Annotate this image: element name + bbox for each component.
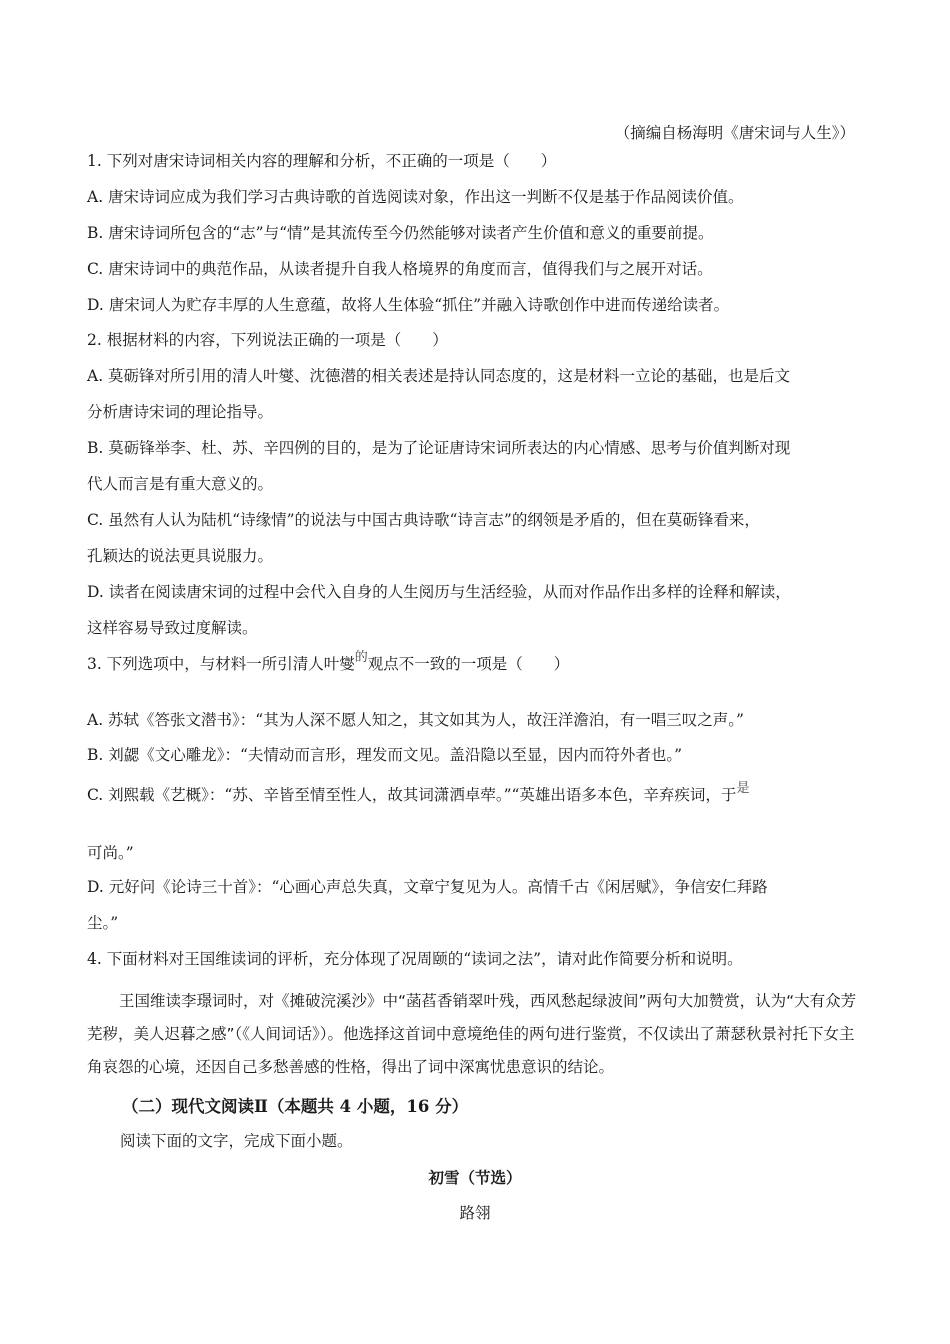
question-3-option-a: A. 苏轼《答张文潜书》：“其为人深不愿人知之，其文如其为人，故汪洋澹泊，有一唱三叹之声。” bbox=[87, 711, 744, 729]
question-2-stem: 2. 根据材料的内容，下列说法正确的一项是（ ） bbox=[87, 331, 448, 349]
question-4-material: 王国维读李璟词时，对《摊破浣溪沙》中“菡萏香销翠叶残，西风愁起绿波间”两句大加赞赏，认为“大有众芳芜秽，美人迟暮之感”（《人间词话》）。他选择这首词中意境绝佳的两句进行鉴赏，不仅读出了萧瑟秋景衬托下女主角哀怨的心境，还因自己多愁善感的性格，得出了词中深寓忧患意识的结论。 bbox=[87, 992, 857, 1076]
question-2-option-b-cont: 代人而言是有重大意义的。 bbox=[87, 475, 274, 493]
question-1-option-c: C. 唐宋诗词中的典范作品，从读者提升自我人格境界的角度而言，值得我们与之展开对话。 bbox=[87, 260, 713, 278]
question-3-option-c-text: C. 刘熙载《艺概》：“苏、辛皆至情至性人，故其词潇洒卓荦。”“英雄出语多本色，辛弃疾词，于 bbox=[87, 786, 737, 804]
question-3-option-d: D. 元好问《论诗三十首》：“心画心声总失真，文章宁复见为人。高情千古《闲居赋》，争信安仁拜路 bbox=[87, 878, 768, 896]
question-3-option-c-sup: 是 bbox=[736, 781, 750, 796]
question-2-option-d-cont: 这样容易导致过度解读。 bbox=[87, 619, 258, 637]
question-2-option-c-cont: 孔颖达的说法更具说服力。 bbox=[87, 547, 274, 565]
section-heading: （二）现代文阅读Ⅱ（本题共 4 小题，16 分） bbox=[122, 1097, 469, 1116]
question-3-option-c bbox=[87, 781, 750, 807]
section-instruction: 阅读下面的文字，完成下面小题。 bbox=[120, 1132, 353, 1150]
question-3-option-c-cont: 可尚。” bbox=[87, 844, 134, 862]
question-2-option-b: B. 莫砺锋举李、杜、苏、辛四例的目的，是为了论证唐诗宋词所表达的内心情感、思考与价值判断对现 bbox=[87, 439, 791, 457]
question-1-stem: 1. 下列对唐宋诗词相关内容的理解和分析，不正确的一项是（ ） bbox=[87, 152, 557, 170]
question-1-option-b: B. 唐宋诗词所包含的“志”与“情”是其流传至今仍然能够对读者产生价值和意义的重要前提。 bbox=[87, 224, 714, 242]
question-2-option-c: C. 虽然有人认为陆机“诗缘情”的说法与中国古典诗歌“诗言志”的纲领是矛盾的，但在莫砺锋看来， bbox=[87, 511, 760, 529]
question-3-option-d-cont: 尘。” bbox=[87, 914, 119, 932]
question-1-option-a: A. 唐宋诗词应成为我们学习古典诗歌的首选阅读对象，作出这一判断不仅是基于作品阅读价值。 bbox=[87, 188, 744, 206]
question-3-option-b: B. 刘勰《文心雕龙》：“夫情动而言形，理发而文见。盖沿隐以至显，因内而符外者也。” bbox=[87, 746, 683, 764]
question-3-stem-post: 观点不一致的一项是（ ） bbox=[367, 655, 570, 673]
passage-author: 路翎 bbox=[459, 1204, 491, 1222]
source-citation: （摘编自杨海明《唐宋词与人生》） bbox=[614, 124, 855, 142]
question-3-stem-pre: 3. 下列选项中，与材料一所引清人叶燮 bbox=[87, 655, 355, 673]
question-1-option-d: D. 唐宋词人为贮存丰厚的人生意蕴，故将人生体验“抓住”并融入诗歌创作中进而传递给读者。 bbox=[87, 296, 730, 314]
question-4-stem: 4. 下面材料对王国维读词的评析，充分体现了况周颐的“读词之法”，请对此作简要分析和说明。 bbox=[87, 950, 743, 968]
question-3-stem-sup: 的 bbox=[354, 650, 368, 665]
passage-title: 初雪（节选） bbox=[428, 1168, 522, 1187]
question-2-option-a-cont: 分析唐诗宋词的理论指导。 bbox=[87, 403, 274, 421]
question-2-option-d: D. 读者在阅读唐宋词的过程中会代入自身的人生阅历与生活经验，从而对作品作出多样的诠释和解读， bbox=[87, 583, 791, 601]
question-3-stem bbox=[87, 650, 570, 676]
question-2-option-a: A. 莫砺锋对所引用的清人叶燮、沈德潜的相关表述是持认同态度的，这是材料一立论的基础，也是后文 bbox=[87, 367, 791, 385]
